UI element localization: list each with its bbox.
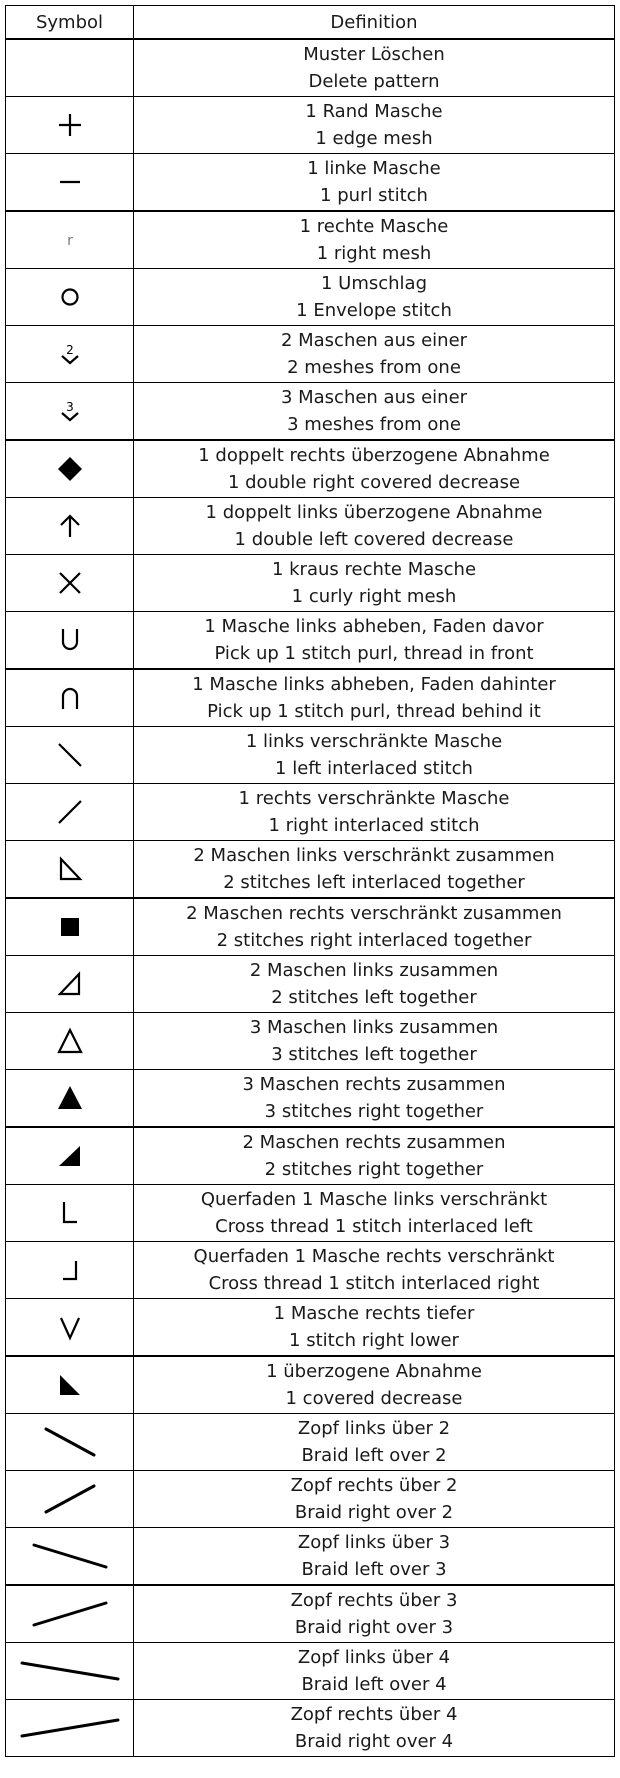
cable-right-3-icon: [6, 1586, 133, 1642]
definition-english: 1 purl stitch: [320, 185, 428, 206]
definition-german: 1 doppelt rechts überzogene Abnahme: [198, 445, 550, 466]
definition-english: 1 edge mesh: [315, 128, 433, 149]
definition-german: Zopf links über 4: [297, 1647, 451, 1668]
definition-cell: [134, 841, 615, 899]
symbol-cell: [6, 841, 134, 899]
symbol-cell: [6, 784, 134, 841]
symbol-cell: [6, 326, 134, 383]
symbol-cell: [6, 669, 134, 727]
triangle-right-filled-icon: [6, 1128, 133, 1184]
plus-icon: [6, 97, 133, 153]
header-row: [6, 6, 615, 40]
symbol-cell: [6, 383, 134, 441]
definition-german: Zopf rechts über 2: [290, 1475, 458, 1496]
definition-cell: [134, 1414, 615, 1471]
symbol-cell: [6, 269, 134, 326]
definition-cell: [134, 555, 615, 612]
definition-cell: [134, 97, 615, 154]
definition-german: 1 kraus rechte Masche: [271, 559, 477, 580]
symbol-cell: [6, 612, 134, 670]
symbol-cell: [6, 956, 134, 1013]
corner-left-icon: [6, 1185, 133, 1241]
definition-german: Querfaden 1 Masche rechts verschränkt: [193, 1246, 555, 1267]
symbol-legend-table: [5, 5, 615, 1757]
slash-icon: [6, 784, 133, 840]
backslash-icon: [6, 727, 133, 783]
definition-column-header: Definition: [134, 6, 615, 40]
definition-german: 2 Maschen aus einer: [280, 330, 468, 351]
definition-german: 1 linke Masche: [307, 158, 441, 179]
circle-icon: [6, 269, 133, 325]
definition-english: Cross thread 1 stitch interlaced left: [215, 1216, 533, 1237]
u-shape-icon: [6, 612, 133, 668]
symbol-cell: [6, 211, 134, 269]
table-row: [6, 1356, 615, 1414]
definition-german: Zopf links über 2: [297, 1418, 451, 1439]
symbol-cell: [6, 498, 134, 555]
definition-cell: [134, 1242, 615, 1299]
definition-german: 2 Maschen rechts zusammen: [242, 1132, 506, 1153]
table-row: [6, 956, 615, 1013]
table-row: [6, 612, 615, 670]
definition-english: 3 stitches right together: [264, 1101, 484, 1122]
definition-german: 3 Maschen rechts zusammen: [242, 1074, 506, 1095]
definition-english: 2 stitches right together: [264, 1159, 484, 1180]
symbol-cell: [6, 1414, 134, 1471]
table-row: [6, 669, 615, 727]
n-shape-icon: [6, 670, 133, 726]
symbol-cell: [6, 1242, 134, 1299]
definition-cell: [134, 956, 615, 1013]
triangle-left-outline-icon: [6, 841, 133, 897]
svg-text:3: 3: [65, 400, 74, 414]
definition-english: 1 Envelope stitch: [296, 300, 452, 321]
table-row: [6, 1242, 615, 1299]
definition-cell: [134, 440, 615, 498]
definition-cell: [134, 1643, 615, 1700]
definition-german: 1 Masche rechts tiefer: [273, 1303, 475, 1324]
definition-english: Braid left over 4: [301, 1674, 447, 1695]
definition-english: 1 covered decrease: [285, 1388, 463, 1409]
definition-cell: [134, 154, 615, 212]
definition-cell: [134, 1013, 615, 1070]
definition-english: Braid right over 3: [294, 1617, 454, 1638]
definition-german: 1 Masche links abheben, Faden dahinter: [192, 674, 556, 695]
definition-english: Delete pattern: [308, 71, 440, 92]
symbol-cell: [6, 39, 134, 97]
cable-left-2-icon: [6, 1414, 133, 1470]
symbol-cell: [6, 1356, 134, 1414]
definition-english: Pick up 1 stitch purl, thread behind it: [207, 701, 541, 722]
definition-english: 2 stitches left interlaced together: [223, 872, 525, 893]
symbol-cell: [6, 1013, 134, 1070]
table-row: [6, 97, 615, 154]
definition-cell: [134, 727, 615, 784]
triangle-up-outline-icon: [6, 1013, 133, 1069]
v-shape-icon: [6, 1299, 133, 1355]
definition-cell: [134, 269, 615, 326]
definition-english: 1 double left covered decrease: [234, 529, 514, 550]
definition-cell: [134, 612, 615, 670]
definition-cell: [134, 1299, 615, 1357]
definition-english: 1 double right covered decrease: [227, 472, 521, 493]
definition-english: 3 meshes from one: [287, 414, 461, 435]
definition-german: 1 rechte Masche: [299, 216, 449, 237]
definition-german: 1 Masche links abheben, Faden davor: [204, 616, 544, 637]
table-row: [6, 1585, 615, 1643]
symbol-cell: [6, 1070, 134, 1128]
symbol-column-header: Symbol: [6, 6, 134, 40]
definition-english: 1 curly right mesh: [291, 586, 457, 607]
definition-german: 1 Rand Masche: [305, 101, 443, 122]
definition-german: 2 Maschen rechts verschränkt zusammen: [186, 903, 562, 924]
cable-right-4-icon: [6, 1700, 133, 1756]
definition-english: 3 stitches left together: [271, 1044, 477, 1065]
definition-english: 1 stitch right lower: [289, 1330, 459, 1351]
definition-german: 1 überzogene Abnahme: [266, 1361, 482, 1382]
definition-german: 1 links verschränkte Masche: [245, 731, 503, 752]
table-row: [6, 555, 615, 612]
definition-cell: [134, 383, 615, 441]
definition-english: 2 stitches right interlaced together: [216, 930, 532, 951]
symbol-cell: [6, 1471, 134, 1528]
letter-r-icon: [6, 212, 133, 268]
table-row: [6, 383, 615, 441]
symbol-cell: [6, 154, 134, 212]
table-row: [6, 1013, 615, 1070]
definition-cell: [134, 1127, 615, 1185]
three-from-one-icon: [6, 383, 133, 439]
square-filled-icon: [6, 899, 133, 955]
table-row: [6, 1127, 615, 1185]
definition-english: Braid right over 2: [294, 1502, 454, 1523]
definition-german: Zopf links über 3: [297, 1532, 451, 1553]
definition-german: 3 Maschen aus einer: [280, 387, 468, 408]
definition-cell: [134, 1528, 615, 1586]
table-row: [6, 784, 615, 841]
symbol-cell: [6, 1643, 134, 1700]
definition-english: 1 left interlaced stitch: [275, 758, 473, 779]
cable-right-2-icon: [6, 1471, 133, 1527]
definition-german: 2 Maschen links verschränkt zusammen: [193, 845, 555, 866]
definition-german: 3 Maschen links zusammen: [249, 1017, 499, 1038]
triangle-left-filled-icon: [6, 1357, 133, 1413]
diamond-icon: [6, 441, 133, 497]
table-row: [6, 440, 615, 498]
definition-english: Braid left over 2: [301, 1445, 447, 1466]
definition-english: Cross thread 1 stitch interlaced right: [208, 1273, 540, 1294]
table-row: [6, 1185, 615, 1242]
definition-cell: [134, 1700, 615, 1757]
dash-icon: [6, 154, 133, 210]
corner-right-icon: [6, 1242, 133, 1298]
table-row: [6, 727, 615, 784]
table-row: [6, 1528, 615, 1586]
table-row: [6, 898, 615, 956]
definition-cell: [134, 784, 615, 841]
definition-english: 2 meshes from one: [287, 357, 461, 378]
symbol-cell: [6, 97, 134, 154]
cable-left-3-icon: [6, 1528, 133, 1584]
table-row: [6, 1643, 615, 1700]
table-row: [6, 1070, 615, 1128]
symbol-cell: [6, 1127, 134, 1185]
definition-english: 1 right mesh: [316, 243, 432, 264]
svg-text:r: r: [66, 233, 73, 249]
blank-icon: [6, 40, 133, 96]
definition-cell: [134, 1070, 615, 1128]
symbol-cell: [6, 1185, 134, 1242]
symbol-cell: [6, 440, 134, 498]
symbol-cell: [6, 555, 134, 612]
definition-english: Pick up 1 stitch purl, thread in front: [214, 643, 534, 664]
definition-german: Zopf rechts über 3: [290, 1590, 458, 1611]
definition-cell: [134, 498, 615, 555]
definition-english: Braid right over 4: [294, 1731, 454, 1752]
definition-cell: [134, 669, 615, 727]
triangle-up-filled-icon: [6, 1070, 133, 1126]
definition-german: 1 Umschlag: [320, 273, 428, 294]
x-cross-icon: [6, 555, 133, 611]
cable-left-4-icon: [6, 1643, 133, 1699]
triangle-right-outline-icon: [6, 956, 133, 1012]
symbol-cell: [6, 1299, 134, 1357]
definition-german: 2 Maschen links zusammen: [249, 960, 499, 981]
definition-german: 1 doppelt links überzogene Abnahme: [205, 502, 543, 523]
arrow-up-icon: [6, 498, 133, 554]
definition-cell: [134, 1356, 615, 1414]
definition-cell: [134, 326, 615, 383]
table-row: [6, 1414, 615, 1471]
symbol-cell: [6, 727, 134, 784]
definition-cell: [134, 898, 615, 956]
symbol-cell: [6, 898, 134, 956]
svg-text:2: 2: [65, 343, 74, 357]
table-row: [6, 498, 615, 555]
two-from-one-icon: [6, 326, 133, 382]
definition-cell: [134, 1185, 615, 1242]
table-row: [6, 841, 615, 899]
table-row: [6, 1700, 615, 1757]
table-row: [6, 1471, 615, 1528]
symbol-cell: [6, 1528, 134, 1586]
definition-german: Querfaden 1 Masche links verschränkt: [200, 1189, 548, 1210]
definition-cell: [134, 39, 615, 97]
symbol-cell: [6, 1585, 134, 1643]
table-row: [6, 211, 615, 269]
definition-german: Zopf rechts über 4: [290, 1704, 458, 1725]
table-row: [6, 39, 615, 97]
definition-cell: [134, 211, 615, 269]
definition-cell: [134, 1471, 615, 1528]
table-row: [6, 326, 615, 383]
definition-german: 1 rechts verschränkte Masche: [238, 788, 510, 809]
definition-english: Braid left over 3: [301, 1559, 447, 1580]
definition-english: 1 right interlaced stitch: [268, 815, 480, 836]
table-row: [6, 154, 615, 212]
symbol-cell: [6, 1700, 134, 1757]
table-row: [6, 269, 615, 326]
definition-german: Muster Löschen: [303, 44, 445, 65]
definition-cell: [134, 1585, 615, 1643]
table-row: [6, 1299, 615, 1357]
definition-english: 2 stitches left together: [271, 987, 477, 1008]
